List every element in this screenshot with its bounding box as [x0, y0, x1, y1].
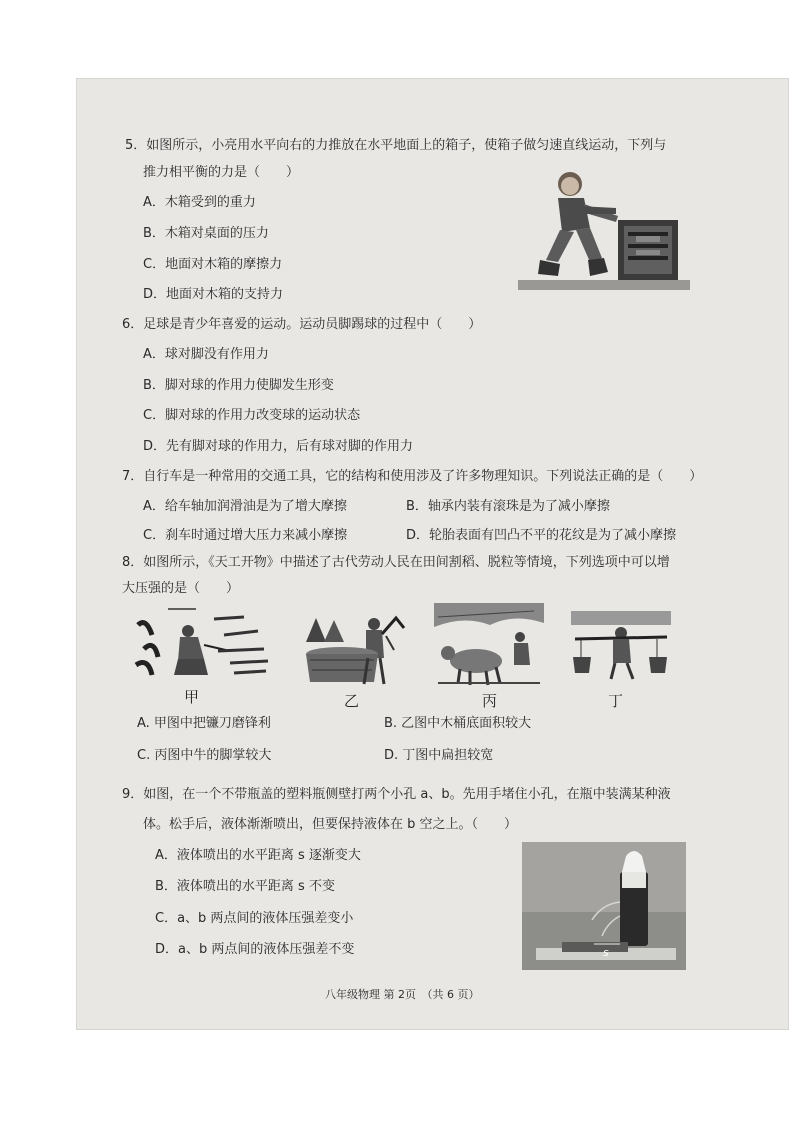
figure-bing-ox-plowing — [434, 603, 544, 687]
figure-ding-carrying-pole — [571, 611, 671, 681]
q6-option-c: C．脚对球的作用力改变球的运动状态 — [143, 408, 361, 423]
q9-option-b: B．液体喷出的水平距离 s 不变 — [155, 879, 335, 894]
q5-option-b: B．木箱对桌面的压力 — [143, 226, 269, 241]
q7-option-d: D．轮胎表面有凹凸不平的花纹是为了减小摩擦 — [406, 528, 677, 543]
q8-option-a: A. 甲图中把镰刀磨锋利 — [137, 716, 271, 731]
caption-ding: 丁 — [608, 692, 624, 710]
q9-stem-line1: 9．如图，在一个不带瓶盖的塑料瓶侧壁打两个小孔 a、b。先用手堵住小孔，在瓶中装满某种液 — [122, 787, 671, 802]
q5-option-d: D．地面对木箱的支持力 — [143, 287, 284, 302]
q5-stem-line1: 5．如图所示，小亮用水平向右的力推放在水平地面上的箱子，使箱子做匀速直线运动，下列与 — [125, 138, 667, 153]
q7-option-c: C．刹车时通过增大压力来减小摩擦 — [143, 528, 348, 543]
q7-option-b: B．轴承内装有滚珠是为了减小摩擦 — [406, 499, 610, 514]
figure-yi-threshing — [296, 610, 408, 688]
q8-option-b: B. 乙图中木桶底面积较大 — [384, 716, 532, 731]
q5-stem-line2: 推力相平衡的力是（ ） — [143, 165, 300, 180]
caption-jia: 甲 — [184, 688, 200, 706]
boy-pushing-box-illustration — [518, 168, 690, 294]
q7-stem: 7．自行车是一种常用的交通工具，它的结构和使用涉及了许多物理知识。下列说法正确的是（ ） — [122, 469, 703, 484]
figure-label-s: s — [603, 946, 609, 959]
q8-stem-line1: 8．如图所示，《天工开物》中描述了古代劳动人民在田间割稻、脱粒等情境，下列选项中可以增 — [122, 555, 670, 570]
q6-stem: 6．足球是青少年喜爱的运动。运动员脚踢球的过程中（ ） — [122, 317, 482, 332]
q7-option-a: A．给车轴加润滑油是为了增大摩擦 — [143, 499, 347, 514]
caption-bing: 丙 — [482, 692, 498, 710]
q5-option-c: C．地面对木箱的摩擦力 — [143, 257, 283, 272]
q9-option-a: A．液体喷出的水平距离 s 逐渐变大 — [155, 848, 361, 863]
page-footer: 八年级物理 第 2页 （共 6 页） — [325, 988, 480, 1001]
q9-option-c: C．a、b 两点间的液体压强差变小 — [155, 911, 354, 926]
q9-option-d: D．a、b 两点间的液体压强差不变 — [155, 942, 355, 957]
q8-option-d: D. 丁图中扁担较宽 — [384, 748, 494, 763]
q8-stem-line2: 大压强的是（ ） — [122, 581, 240, 596]
q9-stem-line2: 体。松手后，液体渐渐喷出，但要保持液体在 b 空之上。（ ） — [143, 817, 518, 832]
q5-option-a: A．木箱受到的重力 — [143, 195, 256, 210]
q6-option-a: A．球对脚没有作用力 — [143, 347, 269, 362]
q6-option-b: B．脚对球的作用力使脚发生形变 — [143, 378, 334, 393]
q8-option-c: C. 丙图中牛的脚掌较大 — [137, 748, 272, 763]
q6-option-d: D．先有脚对球的作用力，后有球对脚的作用力 — [143, 439, 414, 454]
figure-jia-reaping — [134, 605, 274, 681]
caption-yi: 乙 — [344, 692, 360, 710]
